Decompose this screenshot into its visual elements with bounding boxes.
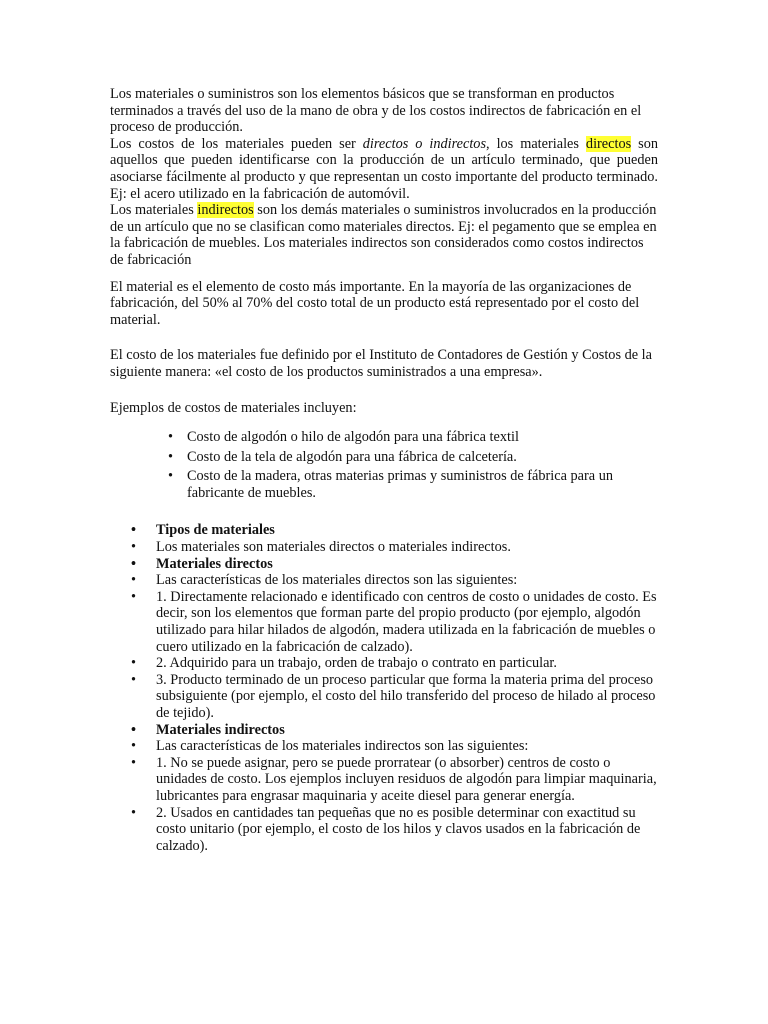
examples-intro: Ejemplos de costos de materiales incluyen: bbox=[110, 399, 357, 416]
list-item: • Los materiales son materiales directos o materiales indirectos. bbox=[156, 539, 658, 556]
section-heading: • Materiales indirectos bbox=[156, 722, 658, 739]
list-item: • 2. Usados en cantidades tan pequeñas que no es posible determinar con exactitud su costo unitario (por ejemplo, el costo de los hilos y clavos usados en la fabricación de calzado). bbox=[156, 805, 658, 855]
importance-paragraph: El material es el elemento de costo más importante. En la mayoría de las organizaciones de fabricación, del 50% al 70% del costo total de un producto está representado por el costo del material. bbox=[110, 278, 640, 328]
indirect-paragraph bbox=[110, 202, 658, 268]
materials-list bbox=[110, 522, 658, 854]
direct-indirect-paragraph bbox=[110, 136, 658, 202]
document-page bbox=[110, 86, 658, 854]
list-item: • 1. No se puede asignar, pero se puede prorratear (o absorber) centros de costo o unidades de costo. Los ejemplos incluyen residuos de algodón para limpiar maquinaria, lubricantes para engrasar maquinaria y aceite diesel para generar energía. bbox=[156, 755, 658, 805]
text-run: son los demás materiales o suministros involucrados en la producción de un artículo que no se clasifican como materiales directos. Ej: el pegamento que se emplea en la fabricación de muebles. Los materiales indirectos son considerados como costos indirectos de fabricación bbox=[110, 202, 657, 268]
text-run: Los materiales bbox=[110, 202, 198, 219]
intro-paragraph: Los materiales o suministros son los elementos básicos que se transforman en productos terminados a través del uso de la mano de obra y de los costos indirectos de fabricación en el proceso de producción. bbox=[110, 86, 642, 136]
text-run: son aquellos que pueden identificarse con la producción de un artículo terminado, que pueden asociarse fácilmente al producto y que representan un costo importante del producto terminado. Ej: el acero utilizado en la fabricación de automóvil. bbox=[110, 135, 659, 202]
examples-list bbox=[110, 429, 658, 501]
list-item: • 1. Directamente relacionado e identificado con centros de costo o unidades de costo. Es decir, son los elementos que forman parte del propio producto (por ejemplo, algodón utilizado para hilar hilados de algodón, madera utilizada en la fabricación de muebles o cuero utilizado en la fabricación de calzado). bbox=[156, 589, 658, 655]
list-item: • Costo de la madera, otras materias primas y suministros de fábrica para un fabricante de muebles. bbox=[187, 468, 658, 501]
highlight-indirectos: indirectos bbox=[197, 202, 254, 219]
emphasis-text: directos o indirectos bbox=[362, 135, 487, 152]
list-item: • Costo de algodón o hilo de algodón para una fábrica textil bbox=[187, 429, 658, 446]
text-run: , los materiales bbox=[486, 135, 586, 152]
list-item: • Las características de los materiales indirectos son las siguientes: bbox=[156, 738, 658, 755]
highlight-directos: directos bbox=[585, 135, 632, 152]
list-item: • 3. Producto terminado de un proceso particular que forma la materia prima del proceso subsiguiente (por ejemplo, el costo del hilo transferido del proceso de hilado al proceso de tejido). bbox=[156, 672, 658, 722]
list-item: • Las características de los materiales directos son las siguientes: bbox=[156, 572, 658, 589]
list-item: • 2. Adquirido para un trabajo, orden de trabajo o contrato en particular. bbox=[156, 655, 658, 672]
section-heading: • Materiales directos bbox=[156, 556, 658, 573]
text-run: Los costos de los materiales pueden ser bbox=[110, 135, 363, 152]
section-heading: • Tipos de materiales bbox=[156, 522, 658, 539]
definition-paragraph: El costo de los materiales fue definido por el Instituto de Contadores de Gestión y Costos de la siguiente manera: «el costo de los productos suministrados a una empresa». bbox=[110, 347, 652, 380]
list-item: • Costo de la tela de algodón para una fábrica de calcetería. bbox=[187, 449, 658, 466]
